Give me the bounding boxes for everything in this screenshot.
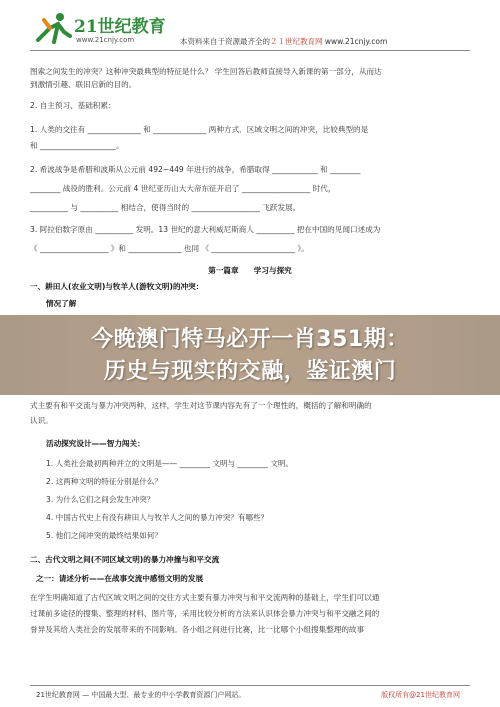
paragraph-line: 认识。 [30, 416, 53, 425]
header-note-prefix: 本资料来自于资源最齐全的 [180, 37, 270, 46]
paragraph-line: 到激情引趣、联旧启新的目的。 [30, 80, 137, 89]
question-line: 1. 人类社会最初两种并立的文明是—— ________ 文明与 ________ 文明。 [46, 459, 294, 468]
site-logo[interactable] [30, 10, 180, 46]
paragraph-line: 誉异及其给人类社会的发展带来的不同影响。各小组之间进行比赛，比一比哪个小组搜集整理的故事 [30, 625, 365, 634]
activity-heading: 活动探究设计——智力闯关： [46, 439, 145, 448]
paragraph-line: 在学生明确知道了古代区域文明之间的交往方式主要有暴力冲突与和平交流两种的基础上，学生们可以通 [30, 593, 380, 602]
subheading-line: 之一：请述分析——在战事交流中感悟文明的发展 [36, 574, 204, 583]
paragraph-line: 过课前多途径的搜集、整理的材料、图片等，采用比较分析的方法来认识体会暴力冲突与和平交融之间的 [30, 609, 380, 618]
question-line: __________ 与 __________ 相结合，使得当时的 __________________ 飞跃发展。 [30, 203, 301, 212]
footer-text: 21世纪教育网 — 中国最大型、最专业的中小学教育资源门户网站。 [36, 691, 246, 699]
header-note [180, 36, 387, 47]
page-header [30, 8, 470, 51]
header-note-suffix: www.21cnjy.com [322, 37, 388, 46]
question-line: 5. 他们之间冲突的最终结果如何？ [46, 531, 162, 540]
banner-title-line-2: 历史与现实的交融，鉴证澳门 [103, 359, 397, 384]
page-footer [30, 685, 470, 699]
question-line: 2. 希波战争是希腊和波斯从公元前 492~449 年进行的战争，希腊取得 ____________ 和 ________ [30, 165, 361, 174]
section-title: 第一篇章 学习与探究 [208, 266, 292, 275]
question-line: 《 __________________ 》和 ______________ 也同 《 ______________________ 》。 [30, 244, 309, 253]
heading-line: 一、耕田人(农业文明)与牧羊人(游牧文明)的冲突： [30, 282, 204, 291]
header-note-site[interactable]: ２１世纪教育网 [270, 37, 323, 46]
paragraph-line: 图索之间发生的冲突？这种冲突最典型的特征是什么？ 学生回答后教师直接导入新课的第一部分，从而达 [30, 67, 382, 76]
paragraph-line: 式主要有和平交流与暴力冲突两种，这样，学生对这节课内容先有了一个理性的，概括的了解和明确的 [30, 401, 372, 410]
question-line: 4. 中国古代史上有没有耕田人与牧羊人之间的暴力冲突？有哪些？ [46, 513, 269, 522]
question-line: 1. 人类的交往有 ______________ 和 ______________ 两种方式．区域文明之间的冲突，比较典型的是 [30, 125, 369, 134]
overlay-banner[interactable] [0, 315, 500, 395]
running-figure-icon [30, 10, 74, 46]
subheading-line: 情况了解 [46, 299, 77, 308]
question-line: ________ 战役的胜利。公元前 4 世纪亚历山大大帝东征开启了 __________________ 时代， [30, 184, 336, 193]
question-line: 和 ____________________。 [30, 141, 124, 150]
question-line: 2. 这两种文明的特征分别是什么？ [46, 477, 162, 486]
heading-line: 二、古代文明之间(不同区域文明)的暴力冲撞与和平交流 [30, 555, 220, 564]
footer-copyright[interactable]: 版权所有@21世纪教育网 [381, 691, 460, 699]
logo-text: 21世纪教育 [74, 17, 166, 37]
section-line: 2. 自主预习、基础积累： [30, 101, 116, 110]
banner-title-line-1: 今晚澳门特马必开一肖351期： [91, 327, 409, 352]
question-line: 3. 为什么它们之间会发生冲突？ [46, 495, 155, 504]
logo-url: www.21cnjy.com [76, 36, 135, 44]
question-line: 3. 阿拉伯数字原由 __________ 发明。13 世纪的意大利威尼斯商人 __________ 把在中国的见闻口述成为 [30, 225, 381, 234]
